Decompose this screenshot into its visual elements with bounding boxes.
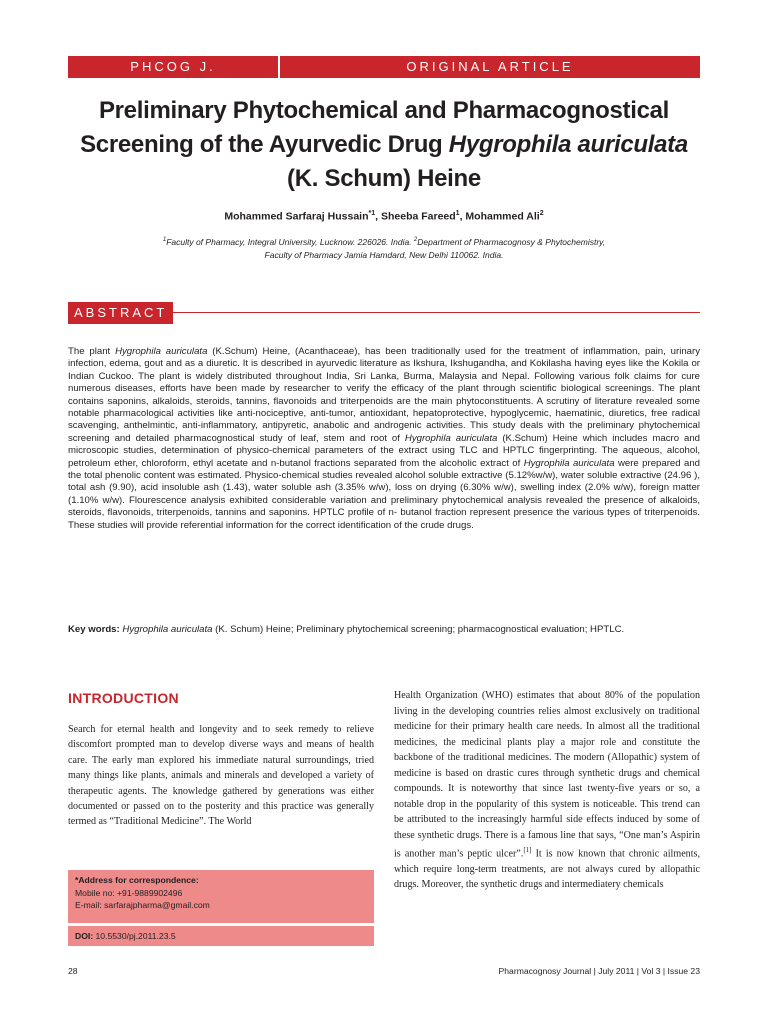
introduction-heading: INTRODUCTION [68, 690, 179, 706]
correspondence-email[interactable]: E-mail: sarfarajpharma@gmail.com [75, 900, 210, 911]
correspondence-mobile: Mobile no: +91-9889902496 [75, 887, 183, 898]
author-separator: , [375, 210, 381, 223]
column-2-text: It is now known that chronic ailments, which require long-term treatments, are not always cured by allopathic drugs. Moreover, the synthetic drugs and intermediatery chemicals [394, 848, 700, 891]
affiliation-1: Faculty of Pharmacy, Integral University, Lucknow. 226026. India. [166, 236, 414, 247]
doi-label: DOI: [75, 931, 94, 941]
author-list [40, 210, 728, 223]
author-2-sup: 1 [455, 210, 460, 217]
abstract-segment: (K.Schum) Heine, (Acanthaceae), has been traditionally used for the treatment of inflammation, pain, urinary infection, edema, gout and as a diuretic. It is described in ayurvedic literature as Ikshura, Ikshugandha, and Kokilasha having eyes like the Kokila or Indian Cuckoo. The plant is widely distributed throughout India, Sri Lanka, Burma, Malaysia and Nepal. Following various folk claims for cure numerous diseases, efforts have been made by researcher to verify the efficacy of the plant through scientific biological screenings. The plant contains saponins, alkaloids, steroids, tannins, flavonoids and triterpenoids are the main phytoconstituents. A scrutiny of literature revealed some notable pharmacological activities like anti-nociceptive, anti-tumor, antioxidant, hepatoprotective, hypoglycemic, haematinic, diuretics, free radical scavenging, anthelmintic, anti-inflammatory, antipyretic, anabolic and androgenic activities. This study deals with the preliminary phytochemical screening and detailed pharmacognostical study of leaf, stem and root of [68, 346, 701, 444]
journal-short-name: PHCOG J. [130, 59, 216, 74]
affiliation-1-sup: 1 [162, 237, 167, 243]
affiliations [60, 234, 708, 262]
author-separator: , [459, 210, 466, 223]
abstract-segment: The plant [68, 346, 116, 357]
title-species-name: Hygrophila auriculata [448, 131, 688, 158]
author-1: Mohammed Sarfaraj Hussain [224, 210, 369, 223]
correspondence-box [68, 870, 374, 923]
title-line-1: Preliminary Phytochemical and Pharmacognostical [98, 97, 670, 124]
abstract-species-name: Hygrophila auriculata [523, 457, 615, 469]
abstract-species-name: Hygrophila auriculata [404, 432, 498, 444]
abstract-heading: ABSTRACT [68, 302, 173, 324]
author-2: Sheeba Fareed [380, 210, 456, 223]
correspondence-title: *Address for correspondence: [75, 875, 199, 885]
author-3-sup: 2 [539, 210, 544, 217]
title-line-2-text: Screening of the Ayurvedic Drug [80, 131, 449, 158]
title-line-2 [40, 128, 728, 162]
article-type: ORIGINAL ARTICLE [406, 59, 574, 74]
author-1-sup: *1 [368, 210, 376, 217]
citation-ref[interactable]: [1] [523, 846, 532, 854]
abstract-segment: were prepared and the total phenolic content was estimated. Physico-chemical studies revealed alcohol soluble extractive (5.12%w/w), water soluble extractive (24.96 ), total ash (9.90), acid insoluble ash (1.43), water soluble ash (3.35% w/w), loss on drying (6.30% w/w), swelling index (2.0% w/w), foreign matter (1.10% w/w). Flourescence analysis exhibited considerable variation and preliminary phytochemical analysis revealed the presence of alkaloids, steroids, flavonoids, triterpenoids, tannins and saponins. HPTLC profile of n- butanol fraction represent presence the various types of triterpenoids. These studies will provide referential information for the correct identification of the crude drugs. [68, 457, 700, 531]
keywords [68, 624, 700, 637]
column-2-text: Health Organization (WHO) estimates that about 80% of the population living in the developing countries relies almost exclusively on traditional medicine for their primary health care needs. In almost all the traditional medicines, the medicinal plants play a major role and constitute the backbone of the traditional medicines. The modern (Allopathic) system of medicine is based on drastic cures through synthetic drugs and chemical compounds. It is noteworthy that since last twenty-five years or so, a notable drop in the popularity of this system is noticeable. This trend can be attributed to the increasingly harmful side effects induced by some of these synthetic drugs. There is a famous line that says, “One man’s Aspirin is another man’s peptic ulcer”. [394, 690, 700, 860]
page-number: 28 [68, 966, 78, 976]
introduction-column-1: Search for eternal health and longevity and to seek remedy to relieve discomfort prompted man to develop diverse ways and means of health care. The early man explored his immediate natural surroundings, tried many things like plants, animals and minerals and developed a variety of therapeutic agents. The knowledge gathered by generations was either documented or passed on to the posterity and this practice was generally termed as “Traditional Medicine”. The World [68, 724, 374, 828]
introduction-column-2 [394, 688, 700, 893]
article-title [40, 94, 728, 196]
affiliation-line-2: Faculty of Pharmacy Jamia Hamdard, New Delhi 110062. India. [264, 249, 504, 260]
affiliation-2: Department of Pharmacognosy & Phytochemistry, [417, 236, 606, 247]
keywords-species: Hygrophila auriculata [122, 624, 213, 635]
author-3: Mohammed Ali [465, 210, 540, 223]
affiliation-2-sup: 2 [413, 237, 418, 243]
header-banner [68, 56, 700, 78]
doi-value[interactable]: 10.5530/pj.2011.23.5 [93, 931, 176, 941]
keywords-text: (K. Schum) Heine; Preliminary phytochemical screening; pharmacognostical evaluation; HPTLC. [212, 624, 625, 635]
abstract-segment: (K.Schum) Heine which includes macro and microscopic studies, determination of physico-chemical parameters of the extract using TLC and HPTLC fingerprinting. The aqueous, alcohol, petroleum ether, chloroform, ethyl acetate and n-butanol fractions separated from the alcoholic extract of [68, 432, 701, 469]
title-line-3: (K. Schum) Heine [287, 165, 481, 192]
abstract-species-name: Hygrophila auriculata [115, 346, 208, 357]
doi-box [68, 926, 374, 946]
keywords-label: Key words: [68, 624, 123, 635]
footer-journal-info: Pharmacognosy Journal | July 2011 | Vol 3 | Issue 23 [498, 966, 700, 976]
affiliation-line-1 [60, 234, 708, 249]
abstract-text [68, 346, 700, 532]
